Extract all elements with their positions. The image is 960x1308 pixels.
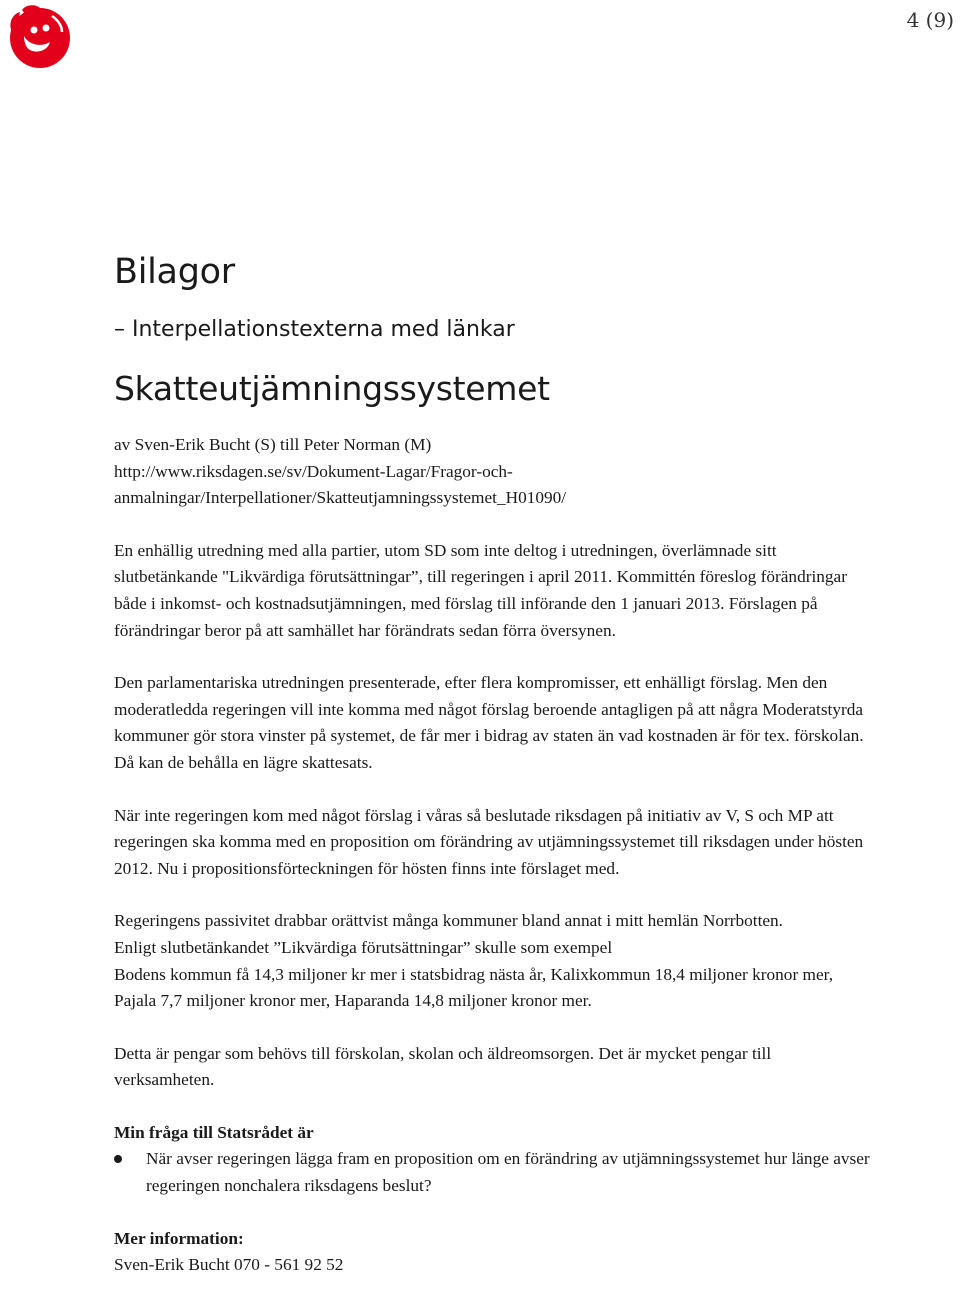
contact-line: Sven-Erik Bucht 070 - 561 92 52 <box>114 1255 344 1275</box>
paragraph-3: När inte regeringen kom med något förslag i våras så beslutade riksdagen på initiativ av V, S och MP att regeringen ska komma med en proposition om förändring av utjämningssystemet till riksdagen under hösten 2012. Nu i propositionsförteckningen för hösten finns inte förslaget med. <box>114 805 864 878</box>
section-title: Skatteutjämningssystemet <box>114 369 550 408</box>
question-list <box>114 1146 874 1199</box>
page-number: 4 (9) <box>906 8 954 32</box>
paragraph-2: Den parlamentariska utredningen presenterade, efter flera kompromisser, ett enhälligt förslag. Men den moderatledda regeringen vill inte komma med något förslag beroende antagligen på att några Moderatstyrda kommuner gör stora vinster på systemet, de får mer i bidrag av staten än vad kostnaden är för tex. förskolan. Då kan de behålla en lägre skattesats. <box>114 673 864 772</box>
page-title: Bilagor <box>114 252 235 292</box>
question-text: När avser regeringen lägga fram en proposition om en förändring av utjämningssystemet hur länge avser regeringen nonchalera riksdagens beslut? <box>146 1149 870 1196</box>
info-heading: Mer information: <box>114 1228 244 1248</box>
interpellation-meta <box>114 432 874 512</box>
paragraph-4-line-1: Regeringens passivitet drabbar orättvist många kommuner bland annat i mitt hemlän Norrbotten. <box>114 911 783 931</box>
paragraph-1: En enhällig utredning med alla partier, utom SD som inte deltog i utredningen, överlämnade sitt slutbetänkande "Likvärdiga förutsättningar”, till regeringen i april 2011. Kommittén föreslog förändringar både i inkomst- och kostnadsutjämningen, med förslag till införande den 1 januari 2013. Förslagen på förändringar beror på att samhället har förändrats sedan förra översynen. <box>114 540 847 640</box>
party-logo <box>4 2 72 70</box>
source-link-line-2[interactable]: anmalningar/Interpellationer/Skatteutjamningssystemet_H01090/ <box>114 488 567 508</box>
source-link-line-1[interactable]: http://www.riksdagen.se/sv/Dokument-Lagar/Fragor-och- <box>114 461 513 481</box>
question-heading: Min fråga till Statsrådet är <box>114 1122 314 1142</box>
document-body <box>114 248 874 1279</box>
page-subtitle: – Interpellationstexterna med länkar <box>114 317 515 342</box>
bullet-icon <box>114 1155 122 1163</box>
paragraph-4 <box>114 908 874 1014</box>
question-item <box>114 1146 874 1199</box>
byline: av Sven-Erik Bucht (S) till Peter Norman (M) <box>114 435 432 454</box>
paragraph-5: Detta är pengar som behövs till förskolan, skolan och äldreomsorgen. Det är mycket pengar till verksamheten. <box>114 1043 772 1090</box>
paragraph-4-line-3: Bodens kommun få 14,3 miljoner kr mer i statsbidrag nästa år, Kalixkommun 18,4 miljoner kronor mer, Pajala 7,7 miljoner kronor mer, Haparanda 14,8 miljoner kronor mer. <box>114 964 834 1011</box>
paragraph-4-line-2: Enligt slutbetänkandet ”Likvärdiga förutsättningar” skulle som exempel <box>114 937 613 957</box>
